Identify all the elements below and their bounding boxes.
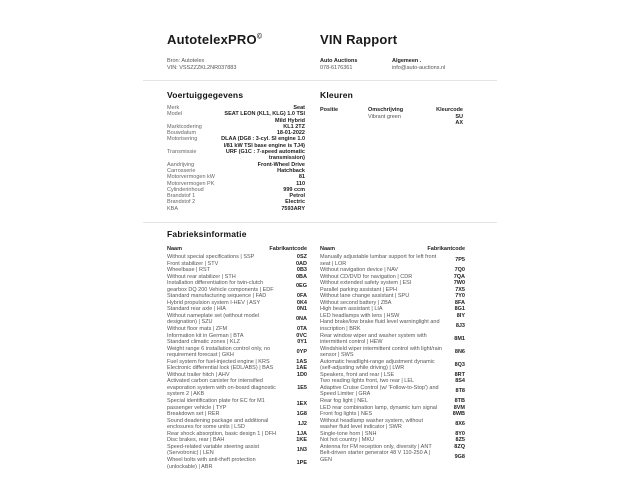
factory-left-rows bbox=[167, 254, 307, 470]
factory-item-name: Without nameplate set (without model designation) | SZU bbox=[167, 312, 260, 326]
factory-item-name: Electronic differential lock (EDL/ABS) | BAS bbox=[167, 365, 274, 372]
vehicle-row-label: Motorvermogen kW bbox=[167, 174, 215, 181]
factory-item-name: Activated carbon canister for intensified evaporation system with on-board diagnostic system 2 | AKB bbox=[167, 378, 276, 398]
factory-item bbox=[167, 398, 307, 411]
factory-item-code: 8RT bbox=[454, 371, 465, 378]
source-block bbox=[167, 58, 236, 71]
vehicle-row bbox=[167, 149, 305, 162]
colors-rows bbox=[320, 114, 463, 127]
factory-item-code: 8N6 bbox=[454, 348, 465, 355]
factory-item-code: 8Y0 bbox=[455, 430, 465, 437]
factory-naam-header: Naam bbox=[320, 246, 335, 252]
factory-item-code: 1PE bbox=[296, 460, 307, 467]
factory-item-code: 0B3 bbox=[296, 267, 307, 274]
vehicle-row-value: Electric bbox=[285, 199, 305, 206]
factory-item-code: 1AS bbox=[296, 358, 307, 365]
factory-item-name: Breakdown set | RER bbox=[167, 411, 220, 418]
general-block bbox=[392, 58, 445, 71]
vehicle-row-label: Carrosserie bbox=[167, 167, 196, 174]
general-email: info@auto-auctions.nl bbox=[392, 64, 446, 71]
factory-item-name: Front fog lights | NES bbox=[320, 411, 373, 418]
factory-item-name: Parallel parking assistant | EPH bbox=[320, 286, 397, 293]
factory-item-code: 1JA bbox=[296, 430, 307, 437]
factory-item-code: 7Y0 bbox=[455, 293, 465, 300]
colors-header-positie: Positie bbox=[320, 107, 339, 113]
factory-item-code: 8WB bbox=[452, 411, 465, 418]
factory-item bbox=[167, 444, 307, 457]
factory-item bbox=[320, 333, 465, 346]
vehicle-row-label: Merk bbox=[167, 105, 180, 111]
factory-item bbox=[167, 457, 307, 470]
factory-item-name: Without trailer hitch | AHV bbox=[167, 371, 230, 378]
company-name: Auto Auctions bbox=[320, 58, 358, 64]
factory-item bbox=[167, 418, 307, 431]
factory-code-header: Fabrikantcode bbox=[269, 246, 307, 252]
vehicle-row-label: Marktcodering bbox=[167, 123, 202, 130]
factory-item-code: 8Q3 bbox=[454, 362, 465, 369]
factory-item-name: High beam assistant | LIA bbox=[320, 306, 383, 313]
factory-item-code: 8T8 bbox=[455, 388, 465, 395]
vehicle-row bbox=[167, 111, 305, 124]
factory-item bbox=[167, 280, 307, 293]
factory-item-name: Wheel bolts with anti-theft protection (unlockable) | ABR bbox=[167, 456, 256, 470]
factory-item bbox=[320, 319, 465, 332]
factory-left-header bbox=[167, 246, 307, 253]
factory-item-name: Information kit in German | BTA bbox=[167, 332, 244, 339]
vehicle-row-value: 110 bbox=[296, 180, 305, 187]
factory-item-name: Speakers, front and rear | LSE bbox=[320, 371, 395, 378]
vehicle-row-label: KBA bbox=[167, 205, 179, 212]
vehicle-row bbox=[167, 136, 305, 149]
factory-item-name: LED rear combination lamp, dynamic turn signal bbox=[320, 404, 438, 411]
vehicle-row-label: Bouwdatum bbox=[167, 130, 197, 137]
vehicle-section-title: Voertuiggegevens bbox=[167, 90, 244, 100]
section-divider bbox=[143, 222, 497, 223]
factory-item-name: Without rear stabilizer | STH bbox=[167, 273, 236, 280]
factory-item-code: 7Q0 bbox=[454, 267, 465, 274]
factory-item bbox=[320, 450, 465, 463]
factory-item-name: Two reading lights front, two rear | LEL bbox=[320, 378, 415, 385]
factory-item bbox=[167, 346, 307, 359]
factory-item-name: Automatic headlight-range adjustment dynamic (self-adjusting while driving) | LWR bbox=[320, 358, 435, 372]
factory-section-title: Fabrieksinformatie bbox=[167, 229, 247, 239]
vehicle-row-label: Aandrijving bbox=[167, 161, 195, 168]
factory-right-rows bbox=[320, 254, 465, 464]
vehicle-row-label: Brandstof 2 bbox=[167, 199, 196, 206]
vehicle-row-value: KL1 2TZ bbox=[283, 123, 305, 130]
color-row-kleurcode: AX bbox=[455, 120, 463, 127]
factory-item-name: Hand brake/low brake fluid level warninglight and inscription | BRK bbox=[320, 319, 440, 333]
colors-header-row bbox=[320, 107, 463, 114]
factory-item-name: Without CD/DVD for navigation | CDR bbox=[320, 273, 413, 280]
factory-item bbox=[320, 346, 465, 359]
company-phone: 078-6176361 bbox=[320, 64, 353, 71]
factory-item bbox=[167, 378, 307, 398]
factory-item-name: Without floor mats | ZFM bbox=[167, 326, 228, 333]
factory-item bbox=[320, 359, 465, 372]
factory-item-name: Without extended safety system | ESI bbox=[320, 280, 412, 287]
factory-item-name: Fuel system for fuel-injected engine | KRS bbox=[167, 358, 270, 365]
vehicle-row-value: DLAA (DG8 : 3-cyl. SI engine 1.0 l/81 kW TSI base engine is TJ4) bbox=[221, 136, 305, 149]
factory-item-name: Hybrid propulsion system I-HEV | ASY bbox=[167, 299, 261, 306]
vehicle-row-label: Cylinderinhoud bbox=[167, 186, 204, 193]
factory-item-name: LED headlamps with lens | HSW bbox=[320, 312, 400, 319]
factory-item bbox=[320, 418, 465, 431]
factory-item-code: 0SZ bbox=[296, 254, 307, 260]
factory-item-name: Without second battery | ZBA bbox=[320, 299, 392, 306]
factory-item-name: Adaptive Cruise Control (w/ 'Follow-to-Stop') and Speed Limiter | GRA bbox=[320, 384, 439, 398]
color-row-kleurcode: SU bbox=[455, 113, 463, 120]
vehicle-row-value: Front-Wheel Drive bbox=[257, 161, 305, 168]
factory-item-name: Without navigation device | NAV bbox=[320, 267, 399, 274]
source-label: Bron: Autotelex bbox=[167, 58, 205, 64]
factory-item-code: 0NA bbox=[295, 316, 307, 323]
vehicle-row-value: 7593ARY bbox=[281, 205, 305, 212]
factory-item-code: 8FA bbox=[454, 299, 465, 306]
factory-item bbox=[320, 385, 465, 398]
color-row-omschrijving: Vibrant green bbox=[368, 113, 401, 120]
vehicle-row-value: Seat bbox=[293, 105, 305, 111]
factory-code-header: Fabrikantcode bbox=[427, 246, 465, 252]
factory-item-code: 1E5 bbox=[297, 384, 307, 391]
factory-item-name: Antenna for FM reception only, diversity | ANT bbox=[320, 443, 432, 450]
company-block bbox=[320, 58, 357, 71]
vehicle-row-label: Model bbox=[167, 111, 182, 118]
factory-item-code: 1N3 bbox=[296, 447, 307, 454]
vehicle-row-value: SEAT LEON (KL1, KLG) 1.0 TSI Mild Hybrid bbox=[224, 111, 305, 124]
factory-item-code: 8J3 bbox=[455, 322, 465, 329]
app-title-text: AutotelexPRO bbox=[167, 32, 257, 47]
vehicle-table bbox=[167, 105, 305, 212]
factory-item-name: Without headlamp washer system, without washer fluid level indicator | SWR bbox=[320, 417, 424, 431]
factory-item-name: Special identification plate for EC for M1 passenger vehicle | TYP bbox=[167, 398, 265, 411]
vin-label: VIN: VSSZZZKL2NR037883 bbox=[167, 64, 237, 71]
vehicle-row-value: URF (G1C : 7-speed automatic transmission) bbox=[225, 149, 305, 162]
factory-item-name: Standard rear axle | HIA bbox=[167, 306, 226, 313]
factory-item-code: 0K4 bbox=[296, 299, 307, 306]
factory-item-code: 8Z5 bbox=[455, 437, 465, 444]
factory-item-code: 1KE bbox=[296, 437, 307, 444]
color-row bbox=[320, 120, 463, 127]
factory-item-code: 0N1 bbox=[296, 306, 307, 313]
factory-item-name: Weight range 6 installation control only, no requirement forecast | GKH bbox=[167, 345, 271, 359]
factory-item-code: 7X5 bbox=[455, 286, 465, 293]
vehicle-row-label: Transmissie bbox=[167, 149, 197, 156]
vehicle-row-value: 81 bbox=[298, 174, 305, 181]
factory-item-name: Belt-driven starter generator 48 V 110-250 A | GEN bbox=[320, 450, 431, 463]
factory-item bbox=[320, 254, 465, 267]
app-title bbox=[167, 32, 262, 47]
factory-item-code: 8ZQ bbox=[454, 443, 465, 450]
report-content bbox=[143, 20, 497, 480]
vehicle-row-label: Motorisering bbox=[167, 136, 198, 143]
factory-item-name: Rear window wiper and washer system with intermittent control | HEW bbox=[320, 332, 427, 346]
factory-item-code: 0TA bbox=[297, 326, 307, 333]
factory-item-name: Without special specifications | SSP bbox=[167, 254, 255, 260]
color-row-omschrijving bbox=[368, 120, 423, 127]
factory-item-code: 7W0 bbox=[453, 280, 465, 287]
factory-item-code: 0EG bbox=[295, 283, 307, 290]
factory-naam-header: Naam bbox=[167, 246, 182, 252]
factory-item-code: 8S4 bbox=[455, 378, 465, 385]
vehicle-row-value: 999 ccm bbox=[283, 186, 305, 193]
vehicle-row-value: Hatchback bbox=[277, 167, 305, 174]
vehicle-row-value: Petrol bbox=[289, 193, 305, 200]
factory-item-code: 9G8 bbox=[454, 453, 465, 460]
color-row-positie bbox=[320, 114, 368, 121]
factory-item-name: Sound deadening package and additional enclosures for some units | LSD bbox=[167, 417, 269, 431]
factory-item-code: 8TB bbox=[454, 398, 465, 405]
factory-item-code: 1EX bbox=[296, 401, 307, 408]
factory-item-code: 8G1 bbox=[454, 306, 465, 313]
factory-item-code: 0Y1 bbox=[297, 339, 307, 346]
factory-item-code: 1D0 bbox=[296, 371, 307, 378]
factory-right-header bbox=[320, 246, 465, 253]
color-row bbox=[320, 114, 463, 121]
factory-item-code: 7QA bbox=[453, 273, 465, 280]
report-title: VIN Rapport bbox=[320, 32, 398, 47]
factory-item bbox=[167, 313, 307, 326]
factory-item-code: 0AD bbox=[295, 260, 307, 267]
factory-item-name: Windshield wiper intermittent control with light/rain sensor | SWS bbox=[320, 345, 442, 359]
header-divider bbox=[143, 80, 497, 81]
vehicle-row-label: Motorvermogen PK bbox=[167, 180, 215, 187]
factory-item-code: 8IY bbox=[456, 312, 465, 319]
factory-item-name: Rear shock absorption, basic design 1 | DFH bbox=[167, 430, 277, 437]
factory-item-code: 0FA bbox=[296, 293, 307, 300]
factory-item-code: 0BA bbox=[295, 273, 307, 280]
colors-table bbox=[320, 107, 463, 127]
general-name: Algemeen . bbox=[392, 58, 422, 64]
factory-item-code: 0YP bbox=[296, 348, 307, 355]
colors-header-kleurcode: Kleurcode bbox=[436, 107, 463, 113]
copyright-symbol: © bbox=[256, 33, 263, 41]
factory-item-name: Front stabilizer | STV bbox=[167, 260, 219, 267]
factory-right-column bbox=[320, 246, 465, 464]
factory-item-name: Without lane change assistant | SPU bbox=[320, 293, 410, 300]
colors-header-omschrijving: Omschrijving bbox=[368, 107, 404, 113]
colors-section-title: Kleuren bbox=[320, 90, 354, 100]
factory-item-code: 1G8 bbox=[296, 411, 307, 418]
factory-item-name: Standard manufacturing sequence | FAD bbox=[167, 293, 267, 300]
factory-item-code: 1J2 bbox=[297, 420, 307, 427]
factory-item-name: Not hot country | MKU bbox=[320, 437, 375, 444]
vehicle-row bbox=[167, 206, 305, 212]
factory-item-name: Manually adjustable lumbar support for left front seat | LOR bbox=[320, 254, 437, 267]
factory-item-name: Standard climatic zones | KLZ bbox=[167, 339, 240, 346]
factory-item-name: Rear fog light | NEL bbox=[320, 398, 368, 405]
factory-item-name: Single-tone horn | SNH bbox=[320, 430, 377, 437]
factory-item-name: Speed-related variable steering assist (Servotronic) | LEN bbox=[167, 443, 260, 457]
vehicle-row-label: Brandstof 1 bbox=[167, 193, 196, 200]
factory-item-name: Installation differentiation for twin-clutch gearbox DQ 200 Vehicle components | EDF bbox=[167, 280, 274, 293]
factory-item-code: 8M1 bbox=[454, 335, 465, 342]
vehicle-row-value: 18-01-2022 bbox=[276, 130, 305, 137]
factory-item-name: Wheelbase | RST bbox=[167, 267, 211, 274]
color-row-positie bbox=[320, 120, 368, 127]
factory-item-code: 8VM bbox=[453, 404, 465, 411]
factory-item-code: 8X6 bbox=[455, 420, 465, 427]
factory-left-column bbox=[167, 246, 307, 470]
factory-item-code: 0VC bbox=[296, 332, 307, 339]
factory-item-name: Disc brakes, rear | BAH bbox=[167, 437, 225, 444]
factory-item-code: 7P5 bbox=[455, 257, 465, 264]
factory-item-code: 1AE bbox=[296, 365, 307, 372]
